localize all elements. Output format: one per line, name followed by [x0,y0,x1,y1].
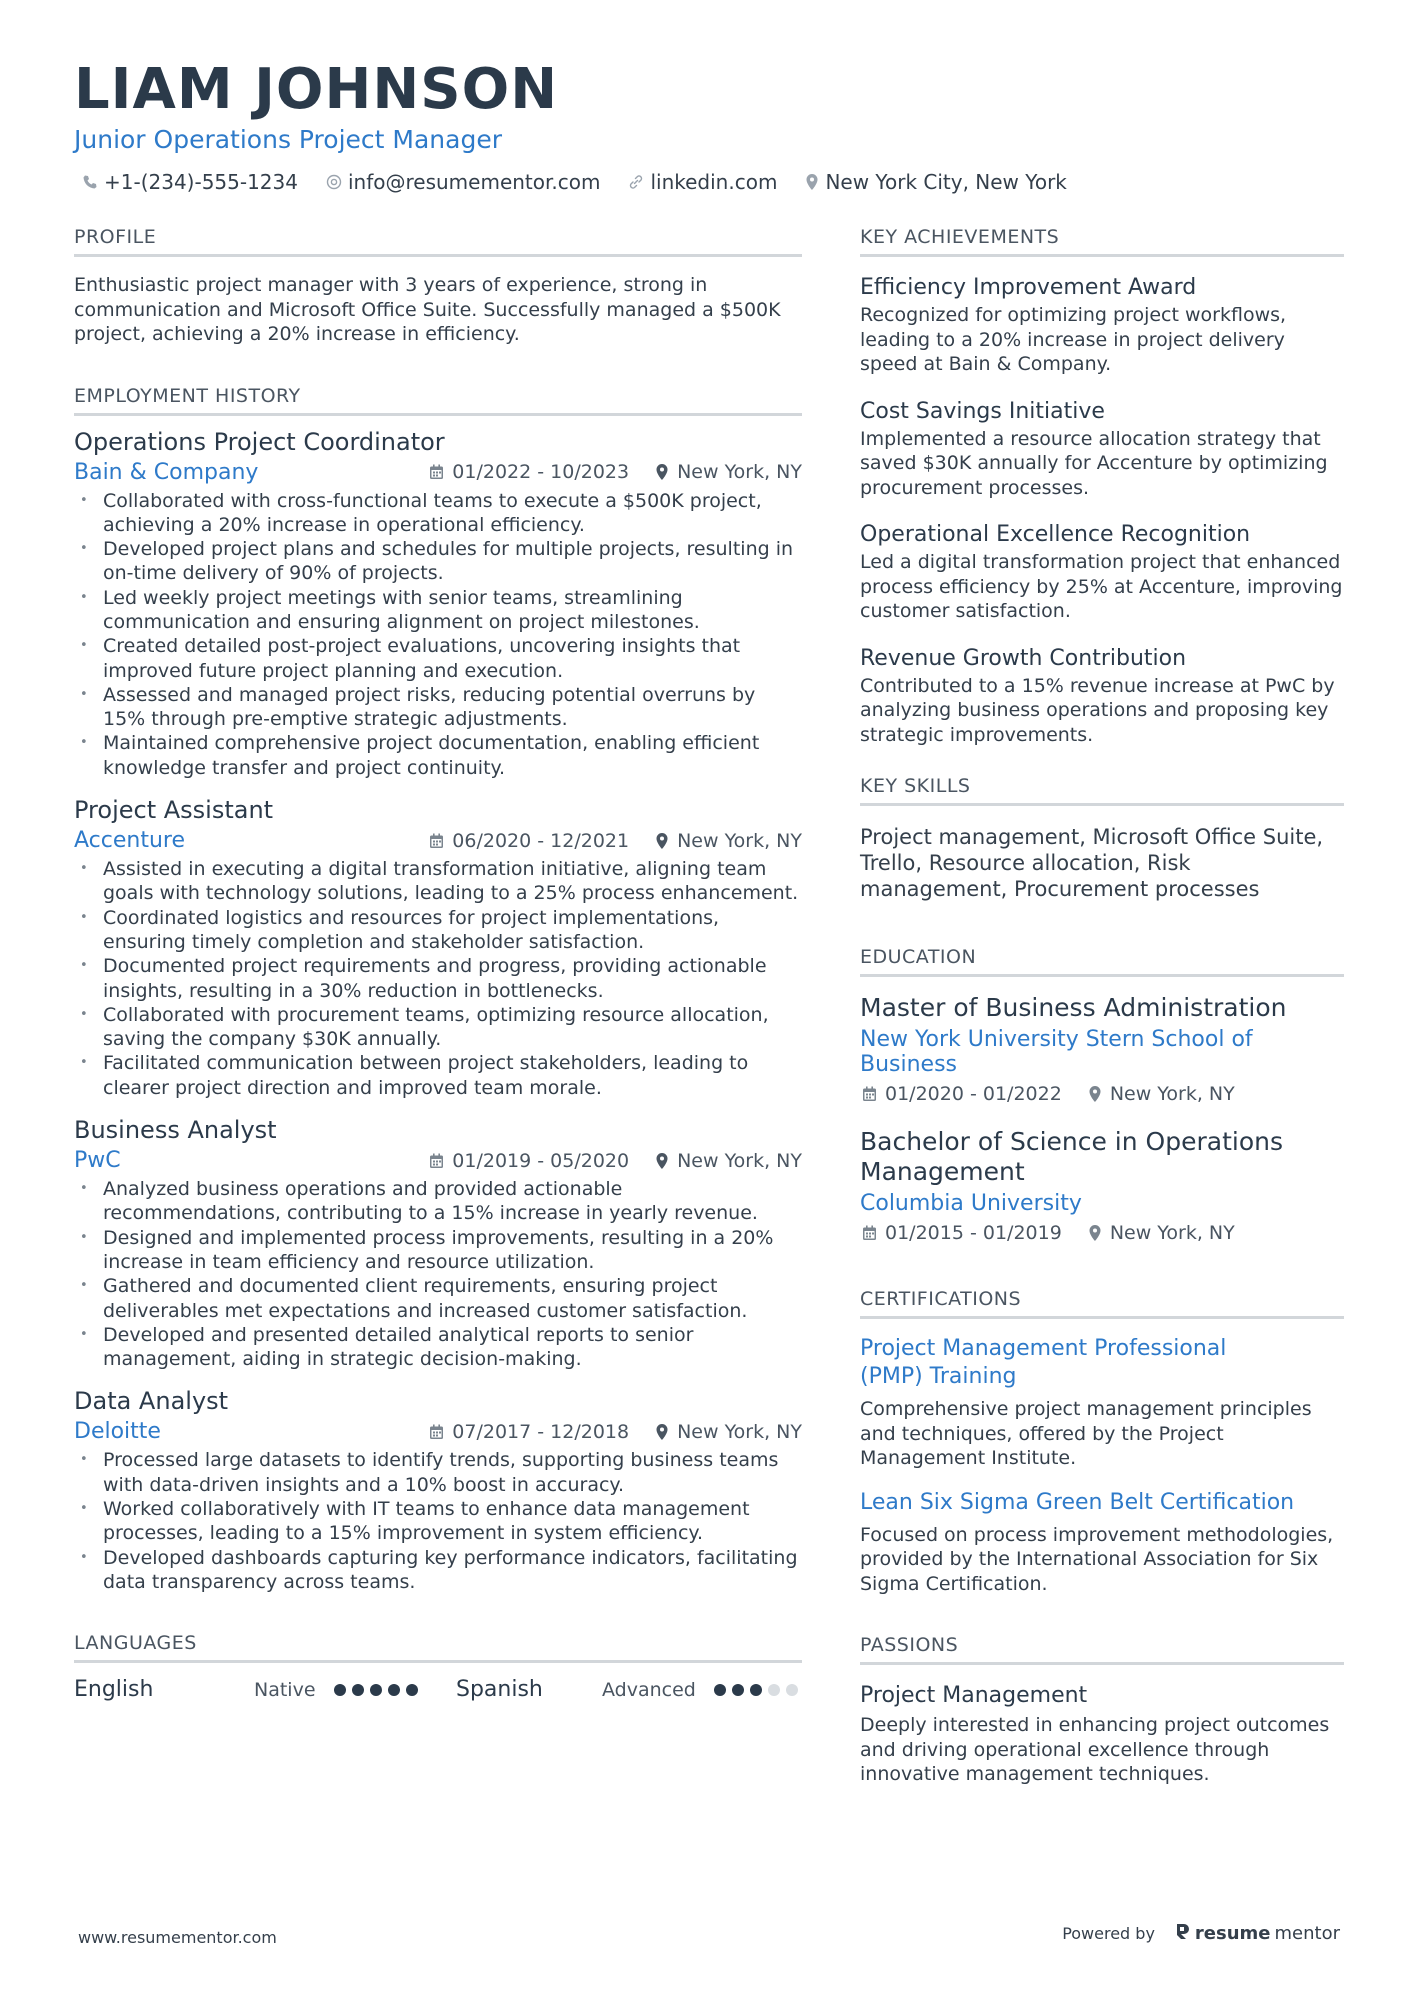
job-dates: 01/2019 - 05/2020 [452,1149,630,1172]
proficiency-dot [786,1684,798,1696]
job-title: Operations Project Coordinator [74,427,445,456]
bullet-item: • Analyzed business operations and provided actionable recommendations, contributing to a 15% increase in yearly revenue. [74,1177,802,1226]
bullet-item: • Designed and implemented process improvements, resulting in a 20% increase in team efficiency and resource utilization. [74,1226,802,1275]
job-bullets [74,1448,802,1594]
email-text[interactable]: info@resumementor.com [347,170,601,194]
calendar-icon [429,464,444,480]
location-pin-icon [805,173,819,191]
job-dates: 07/2017 - 12/2018 [452,1420,630,1443]
bullet-item: • Maintained comprehensive project documentation, enabling efficient knowledge transfer and project continuity. [74,731,802,780]
profile-heading: PROFILE [74,226,802,257]
job-dates: 06/2020 - 12/2021 [452,829,630,852]
achievement-item [860,520,1344,624]
job-bullets [74,1177,802,1371]
proficiency-dot [406,1684,418,1696]
left-column [74,226,802,1702]
location-text: New York City, New York [825,170,1067,194]
languages-section [74,1632,802,1702]
certification-item [860,1335,1344,1471]
language-item [456,1677,802,1702]
employment-section [74,385,802,1595]
education-meta [860,1222,1344,1244]
job-entry [74,794,802,1100]
achievement-text: Led a digital transformation project that enhanced process efficiency by 25% at Accenture, improving customer satisfaction. [860,551,1343,622]
certifications-heading: CERTIFICATIONS [860,1288,1344,1319]
location-pin-icon [1088,1085,1102,1103]
brand-name-part: resume [1194,1923,1271,1944]
company-name: Bain & Company [74,459,259,485]
proficiency-dot [750,1684,762,1696]
skills-text: Project management, Microsoft Office Suite, Trello, Resource allocation, Risk management, Procurement processes [860,825,1324,901]
bullet-item: • Collaborated with procurement teams, optimizing resource allocation, saving the company $30K annually. [74,1003,802,1052]
achievement-text: Contributed to a 15% revenue increase at PwC by analyzing business operations and proposing key strategic improvements. [860,674,1335,746]
company-name: Deloitte [74,1419,161,1445]
job-title: Data Analyst [74,1387,229,1416]
job-bullets [74,857,802,1100]
passion-title: Project Management [860,1683,1088,1708]
certifications-section [860,1288,1344,1596]
language-name: Spanish [456,1677,543,1703]
calendar-icon [429,1424,444,1440]
calendar-icon [429,1153,444,1169]
achievements-section [860,226,1344,747]
bullet-item: • Coordinated logistics and resources for project implementations, ensuring timely completion and stakeholder satisfaction. [74,906,802,955]
bullet-item: • Documented project requirements and progress, providing actionable insights, resulting in a 30% reduction in bottlenecks. [74,954,802,1003]
linkedin-text[interactable]: linkedin.com [650,170,778,194]
job-meta [74,828,802,853]
proficiency-dot [370,1684,382,1696]
location-pin-icon [655,463,669,481]
location-pin-icon [1088,1224,1102,1242]
proficiency-dot [334,1684,346,1696]
education-location: New York, NY [1109,1222,1235,1244]
school-name: New York University Stern School of Business [860,1027,1253,1077]
at-icon [326,174,342,190]
bullet-item: • Created detailed post-project evaluations, uncovering insights that improved future project planning and execution. [74,634,802,683]
bullet-item: • Collaborated with cross-functional teams to execute a $500K project, achieving a 20% increase in operational efficiency. [74,489,802,538]
education-dates: 01/2020 - 01/2022 [885,1083,1062,1105]
calendar-icon [862,1225,877,1241]
powered-by-text: Powered by [1062,1924,1155,1943]
calendar-icon [429,833,444,849]
contact-linkedin[interactable] [628,170,777,194]
job-meta [74,460,802,485]
bullet-item: • Assessed and managed project risks, reducing potential overruns by 15% through pre-emptive strategic adjustments. [74,683,802,732]
proficiency-dots [714,1684,798,1696]
job-location: New York, NY [677,1149,802,1172]
bullet-item: • Gathered and documented client requirements, ensuring project deliverables met expectations and increased customer satisfaction. [74,1274,802,1323]
calendar-icon [862,1086,877,1102]
brand-mark-icon [1175,1922,1191,1945]
footer-website[interactable]: www.resumementor.com [78,1928,277,1947]
location-pin-icon [655,1152,669,1170]
achievement-title: Cost Savings Initiative [860,398,1105,424]
job-title: Business Analyst [74,1116,277,1145]
proficiency-dot [732,1684,744,1696]
degree-title: Bachelor of Science in Operations Management [860,1127,1283,1186]
proficiency-dots [334,1684,418,1696]
achievement-item [860,397,1344,501]
education-meta [860,1083,1344,1105]
achievement-title: Efficiency Improvement Award [860,275,1197,300]
right-column [860,226,1344,1787]
bullet-item: • Processed large datasets to identify trends, supporting business teams with data-driven insights and a 10% boost in accuracy. [74,1448,802,1497]
achievement-text: Recognized for optimizing project workflows, leading to a 20% increase in project delivery speed at Bain & Company. [860,304,1287,375]
education-item [860,993,1344,1105]
degree-title: Master of Business Administration [860,993,1287,1022]
job-bullets [74,489,802,781]
bullet-item: • Developed and presented detailed analytical reports to senior management, aiding in strategic decision-making. [74,1323,802,1372]
employment-heading: EMPLOYMENT HISTORY [74,385,802,416]
achievement-title: Operational Excellence Recognition [860,522,1251,547]
education-dates: 01/2015 - 01/2019 [885,1222,1062,1244]
proficiency-dot [714,1684,726,1696]
language-name: English [74,1677,154,1703]
passion-text: Deeply interested in enhancing project outcomes and driving operational excellence through innovative management techniques. [860,1714,1330,1785]
candidate-title: Junior Operations Project Manager [74,125,502,154]
certification-text: Focused on process improvement methodologies, provided by the International Association for Six Sigma Certification. [860,1523,1334,1595]
job-entry [74,1385,802,1594]
proficiency-dot [768,1684,780,1696]
location-pin-icon [655,1423,669,1441]
job-location: New York, NY [677,829,802,852]
link-icon [628,174,644,190]
proficiency-dot [352,1684,364,1696]
certification-title: Lean Six Sigma Green Belt Certification [860,1489,1295,1515]
bullet-item: • Developed dashboards capturing key performance indicators, facilitating data transparency across teams. [74,1546,802,1595]
job-dates: 01/2022 - 10/2023 [452,461,630,483]
bullet-item: • Facilitated communication between project stakeholders, leading to clearer project direction and improved team morale. [74,1051,802,1100]
certification-item [860,1489,1344,1597]
location-pin-icon [655,832,669,850]
bullet-item: • Worked collaboratively with IT teams to enhance data management processes, leading to a 15% improvement in system efficiency. [74,1497,802,1546]
job-location: New York, NY [677,461,802,483]
language-item [74,1677,456,1702]
education-item [860,1127,1344,1244]
footer-brand [1062,1922,1340,1945]
job-meta [74,1419,802,1444]
languages-heading: LANGUAGES [74,1632,802,1663]
job-entry [74,426,802,781]
contact-location [805,170,1066,194]
languages-row [74,1677,802,1702]
certification-text: Comprehensive project management principles and techniques, offered by the Project Management Institute. [860,1398,1312,1469]
brand-name-part: mentor [1274,1923,1340,1944]
profile-section [74,226,802,347]
contact-bar [74,170,1336,194]
education-section [860,946,1344,1244]
contact-email[interactable] [326,170,600,194]
education-location: New York, NY [1109,1083,1235,1105]
company-name: Accenture [74,828,185,854]
language-level: Native [254,1678,316,1701]
certification-title: Project Management Professional (PMP) Training [860,1336,1227,1389]
education-heading: EDUCATION [860,946,1344,977]
passions-heading: PASSIONS [860,1634,1344,1665]
job-entry [74,1114,802,1371]
bullet-item: • Assisted in executing a digital transformation initiative, aligning team goals with technology solutions, leading to a 25% process enhancement. [74,857,802,906]
profile-text: Enthusiastic project manager with 3 years of experience, strong in communication and Microsoft Office Suite. Successfully managed a $500K project, achieving a 20% increase in efficiency. [74,274,781,345]
job-meta [74,1148,802,1173]
contact-phone [82,170,298,194]
company-name: PwC [74,1148,121,1174]
bullet-item: • Led weekly project meetings with senior teams, streamlining communication and ensuring alignment on project milestones. [74,586,802,635]
achievements-heading: KEY ACHIEVEMENTS [860,226,1344,257]
skills-heading: KEY SKILLS [860,775,1344,806]
candidate-name: LIAM JOHNSON [74,57,559,122]
achievement-item [860,644,1344,748]
achievement-title: Revenue Growth Contribution [860,645,1187,671]
job-title: Project Assistant [74,796,274,825]
school-name: Columbia University [860,1191,1082,1216]
brand-logo[interactable] [1175,1922,1340,1945]
bullet-item: • Developed project plans and schedules for multiple projects, resulting in on-time delivery of 90% of projects. [74,537,802,586]
phone-icon [82,174,98,190]
passions-section [860,1634,1344,1787]
achievement-item [860,273,1344,377]
language-level: Advanced [602,1678,696,1701]
achievement-text: Implemented a resource allocation strategy that saved $30K annually for Accenture by optimizing procurement processes. [860,427,1328,499]
skills-section [860,775,1344,902]
job-location: New York, NY [677,1420,802,1443]
resume-header [74,56,1336,194]
phone-text: +1-(234)-555-1234 [104,170,298,194]
proficiency-dot [388,1684,400,1696]
